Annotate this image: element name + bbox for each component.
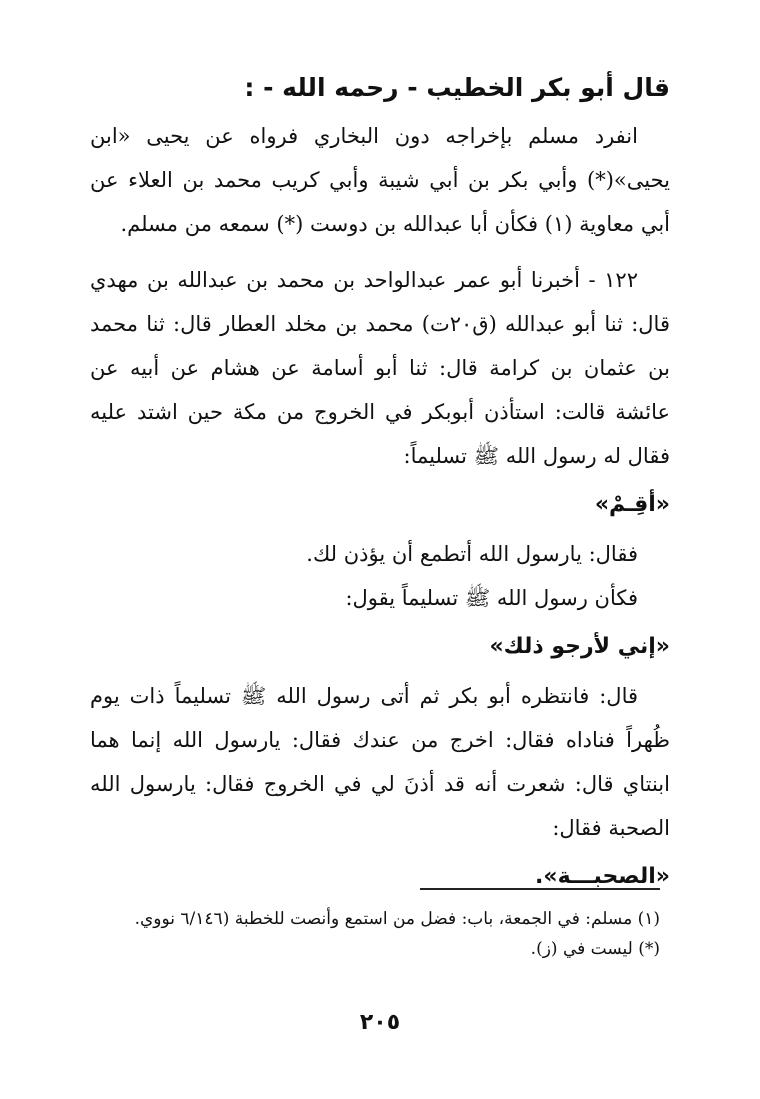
paragraph-hadith: ١٢٢ - أخبرنا أبو عمر عبدالواحد بن محمد بن عبدالله بن مهدي قال: ثنا أبو عبدالله (ق٢٠ت) محمد بن مخلد العطار قال: ثنا محمد بن عثمان بن كرامة قال: ثنا أبو أسامة عن هشام عن أبيه عن عائشة قالت: استأذن أبوبكر في الخروج من مكة حين اشتد عليه فقال له رسول الله ﷺ تسليماً:	[90, 268, 670, 468]
footnote-star: (*) ليست في (ز).	[530, 939, 660, 959]
spacer	[90, 246, 670, 258]
page-body	[90, 70, 670, 904]
line-fakan: فكأن رسول الله ﷺ تسليماً يقول:	[345, 586, 638, 610]
quote-aqim: «أقِـمْ»	[594, 492, 670, 517]
quote-arju: «إني لأرجو ذلك»	[489, 634, 670, 659]
paragraph-continuation: قال: فانتظره أبو بكر ثم أتى رسول الله ﷺ تسليماً ذات يوم ظُهراً فناداه فقال: اخرج من عندك فقال: يارسول الله إنما هما ابنتاي قال: شعرت أنه قد أذنَ لي في الخروج فقال: يارسول الله الصحبة فقال:	[90, 684, 670, 840]
page-number: ٢٠٥	[359, 1010, 401, 1035]
footnotes	[100, 904, 660, 964]
paragraph-intro: انفرد مسلم بإخراجه دون البخاري فرواه عن يحيى «ابن يحيى»(*) وأبي بكر بن أبي شيبة وأبي كريب محمد بن العلاء عن أبي معاوية (١) فكأن أبا عبدالله بن دوست (*) سمعه من مسلم.	[90, 124, 670, 236]
footnote-divider	[420, 888, 660, 890]
quote-suhba: «الصحبـــة».	[535, 864, 670, 889]
section-heading: قال أبو بكر الخطيب - رحمه الله - :	[244, 73, 670, 102]
line-faqal: فقال: يارسول الله أتطمع أن يؤذن لك.	[306, 542, 638, 566]
footnote-1: (١) مسلم: في الجمعة، باب: فضل من استمع وأنصت للخطبة (٦/١٤٦ نووي.	[134, 909, 660, 929]
